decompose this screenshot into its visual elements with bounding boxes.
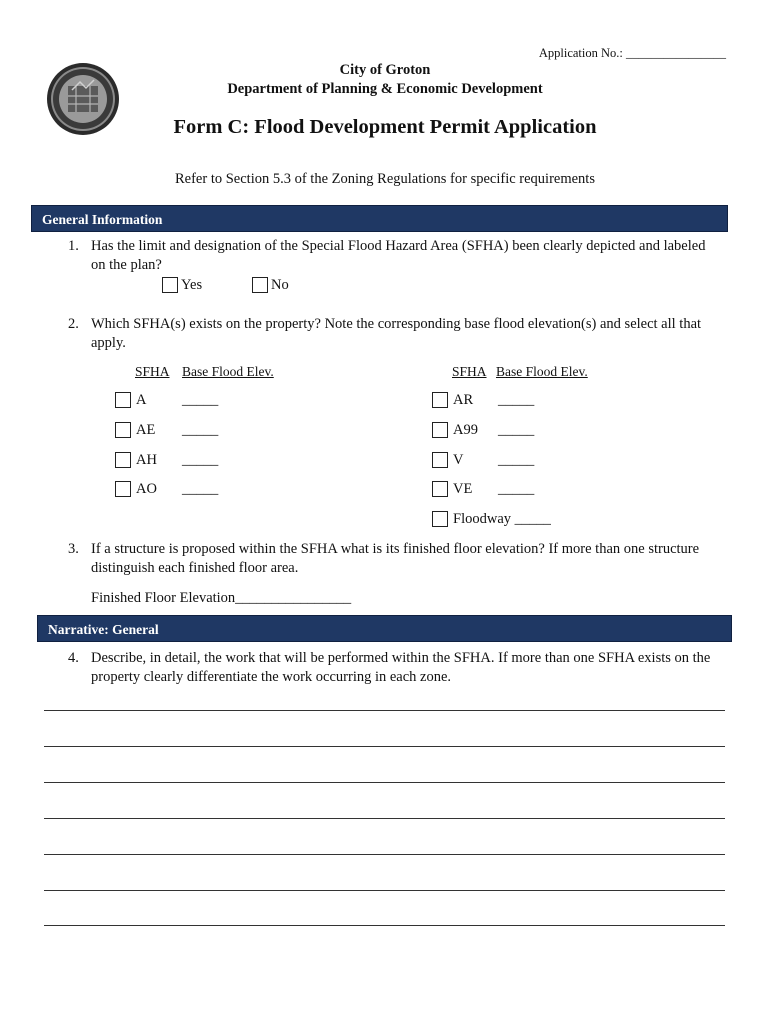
zone-v-elevation-field[interactable]: _____ xyxy=(498,452,535,468)
narrative-line[interactable] xyxy=(44,854,725,855)
no-label: No xyxy=(271,277,289,293)
question-text: Which SFHA(s) exists on the property? Note the corresponding base flood elevation(s) and select all that apply. xyxy=(91,316,702,351)
narrative-line[interactable] xyxy=(44,782,725,783)
department-name: Department of Planning & Economic Development xyxy=(227,81,543,97)
zone-ao-checkbox[interactable] xyxy=(115,481,131,497)
column-header-sfha: SFHA xyxy=(135,364,170,379)
narrative-line[interactable] xyxy=(44,818,725,819)
question-text: Has the limit and designation of the Special Flood Hazard Area (SFHA) been clearly depicted and labeled on the plan? xyxy=(91,238,706,273)
question-number: 4. xyxy=(68,650,79,666)
narrative-line[interactable] xyxy=(44,890,725,891)
column-header-sfha: SFHA xyxy=(452,364,487,379)
column-header-base-flood-elev: Base Flood Elev. xyxy=(496,364,588,379)
column-header-base-flood-elev: Base Flood Elev. xyxy=(182,364,274,379)
narrative-line[interactable] xyxy=(44,925,725,926)
question-2 xyxy=(68,315,728,355)
zone-ao-elevation-field[interactable]: _____ xyxy=(182,481,219,497)
zone-ao-label: AO xyxy=(136,481,157,497)
question-number: 1. xyxy=(68,238,79,254)
zone-v-label: V xyxy=(453,452,464,468)
zone-a99-checkbox[interactable] xyxy=(432,422,448,438)
zone-ae-checkbox[interactable] xyxy=(115,422,131,438)
narrative-line[interactable] xyxy=(44,746,725,747)
question-3 xyxy=(68,540,728,580)
zone-v-checkbox[interactable] xyxy=(432,452,448,468)
zone-ar-label: AR xyxy=(453,392,474,408)
zone-ve-label: VE xyxy=(453,481,473,497)
instructions-note: Refer to Section 5.3 of the Zoning Regulations for specific requirements xyxy=(175,171,595,187)
question-number: 3. xyxy=(68,541,79,557)
narrative-line[interactable] xyxy=(44,710,725,711)
zone-ar-elevation-field[interactable]: _____ xyxy=(498,392,535,408)
finished-floor-elevation-field[interactable]: Finished Floor Elevation________________ xyxy=(91,590,352,606)
zone-a-checkbox[interactable] xyxy=(115,392,131,408)
question-1 xyxy=(68,237,728,277)
zone-ah-elevation-field[interactable]: _____ xyxy=(182,452,219,468)
zone-ah-checkbox[interactable] xyxy=(115,452,131,468)
section-header-general-information: General Information xyxy=(31,205,728,232)
zone-ae-elevation-field[interactable]: _____ xyxy=(182,422,219,438)
floodway-checkbox[interactable] xyxy=(432,511,448,527)
no-checkbox[interactable] xyxy=(252,277,268,293)
zone-a99-label: A99 xyxy=(453,422,478,438)
zone-a99-elevation-field[interactable]: _____ xyxy=(498,422,535,438)
zone-a-label: A xyxy=(136,392,147,408)
application-number-field[interactable]: Application No.: ________________ xyxy=(538,46,726,60)
zone-ae-label: AE xyxy=(136,422,156,438)
zone-ve-checkbox[interactable] xyxy=(432,481,448,497)
zone-ah-label: AH xyxy=(136,452,157,468)
question-4 xyxy=(68,649,728,689)
floodway-field[interactable]: Floodway _____ xyxy=(453,511,551,527)
city-name: City of Groton xyxy=(339,62,431,78)
yes-checkbox[interactable] xyxy=(162,277,178,293)
yes-label: Yes xyxy=(181,277,203,293)
section-header-narrative-general: Narrative: General xyxy=(37,615,732,642)
question-text: If a structure is proposed within the SFHA what is its finished floor elevation? If more than one structure distinguish each finished floor area. xyxy=(91,541,700,576)
page-title: Form C: Flood Development Permit Application xyxy=(173,116,597,138)
question-number: 2. xyxy=(68,316,79,332)
zone-ve-elevation-field[interactable]: _____ xyxy=(498,481,535,497)
zone-ar-checkbox[interactable] xyxy=(432,392,448,408)
question-text: Describe, in detail, the work that will be performed within the SFHA. If more than one SFHA exists on the property clearly differentiate the work occurring in each zone. xyxy=(91,650,711,685)
zone-a-elevation-field[interactable]: _____ xyxy=(182,392,219,408)
